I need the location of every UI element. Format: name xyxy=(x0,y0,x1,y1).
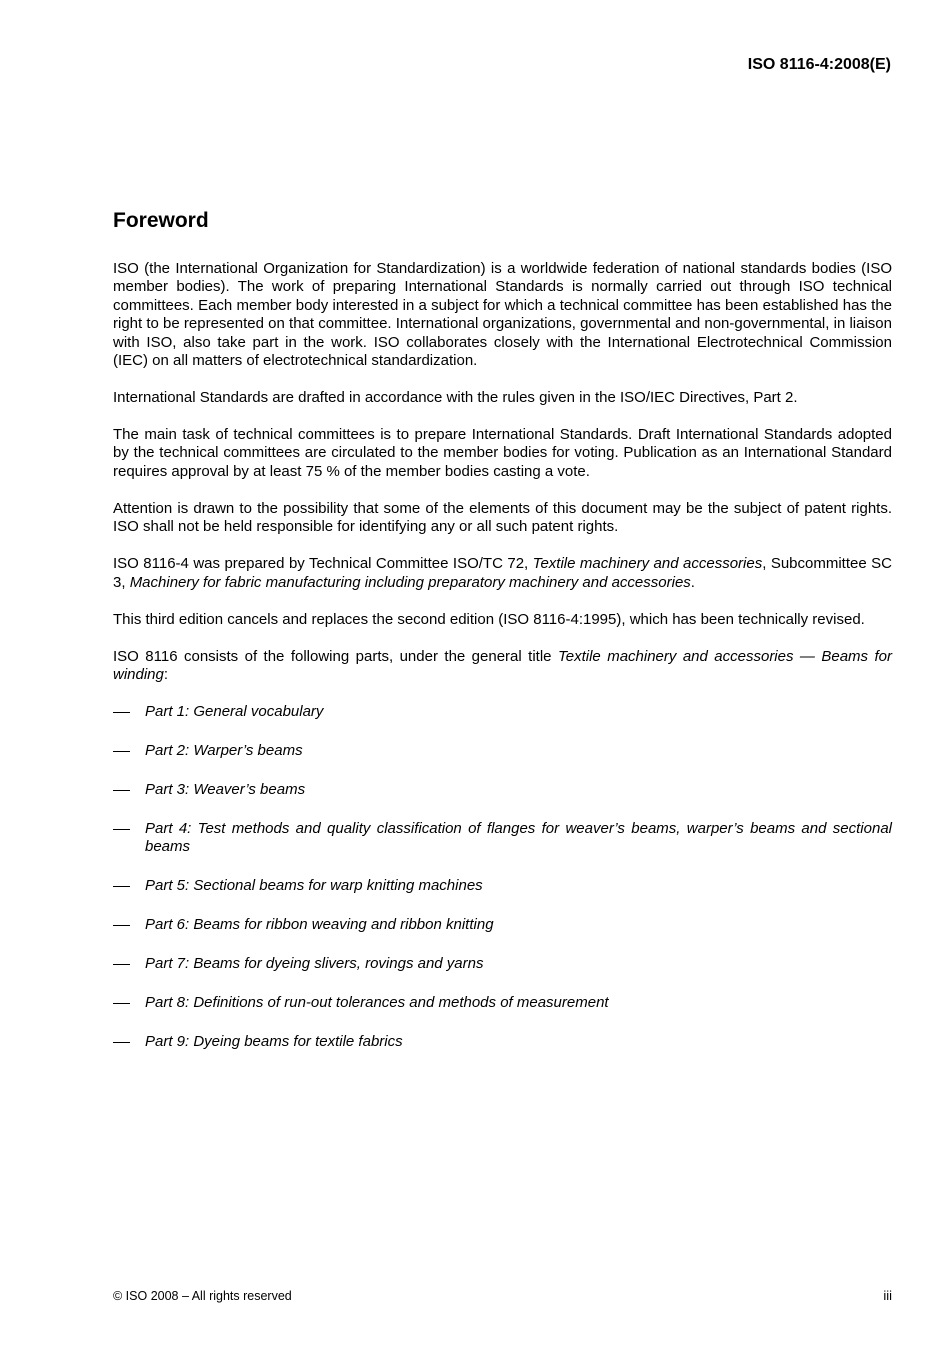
page-title: Foreword xyxy=(113,209,209,232)
paragraph-parts-intro xyxy=(113,648,892,685)
list-item xyxy=(113,1033,892,1051)
foreword-body xyxy=(113,260,892,1072)
committee-title: Textile machinery and accessories xyxy=(532,555,763,573)
paragraph-iso-intro: ISO (the International Organization for Standardization) is a worldwide federation of national standards bodies (ISO member bodies). The work of preparing International Standards is normally carried out through ISO technical committees. Each member body interested in a subject for which a technical committee has been established has the right to be represented on that committee. International organizations, governmental and non-governmental, in liaison with ISO, also take part in the work. ISO collaborates closely with the International Electrotechnical Commission (IEC) on all matters of electrotechnical standardization. xyxy=(113,260,892,370)
part-label: Part 3: Weaver’s beams xyxy=(145,780,306,798)
general-title: Textile machinery and accessories — Beams for winding xyxy=(113,647,892,684)
list-item xyxy=(113,820,892,857)
dash-bullet-icon xyxy=(113,790,130,791)
parts-intro-text: ISO 8116 consists of the following parts, under the general title xyxy=(113,647,558,665)
subcommittee-text: , Subcommittee SC 3, xyxy=(113,555,892,591)
footer-copyright: © ISO 2008 – All rights reserved xyxy=(113,1289,292,1303)
paragraph-edition: This third edition cancels and replaces the second edition (ISO 8116-4:1995), which has been technically revised. xyxy=(113,610,865,628)
paragraph-prepared-by xyxy=(113,555,892,592)
part-label: Part 9: Dyeing beams for textile fabrics xyxy=(145,1032,403,1050)
subcommittee-title: Machinery for fabric manufacturing including preparatory machinery and accessories xyxy=(129,573,691,591)
list-item xyxy=(113,742,892,760)
dash-bullet-icon xyxy=(113,751,130,752)
list-item xyxy=(113,994,892,1012)
dash-bullet-icon xyxy=(113,964,130,965)
dash-bullet-icon xyxy=(113,925,130,926)
list-item xyxy=(113,877,892,895)
paragraph-directives: International Standards are drafted in accordance with the rules given in the ISO/IEC Directives, Part 2. xyxy=(113,389,798,407)
footer-page-number: iii xyxy=(883,1288,892,1303)
part-label: Part 4: Test methods and quality classification of flanges for weaver’s beams, warper’s beams and sectional beams xyxy=(145,819,892,856)
list-item xyxy=(113,955,892,973)
list-item xyxy=(113,781,892,799)
prepared-by-suffix: . xyxy=(690,573,695,591)
dash-bullet-icon xyxy=(113,1042,130,1043)
part-label: Part 5: Sectional beams for warp knitting machines xyxy=(145,877,483,895)
parts-intro-suffix: : xyxy=(163,666,169,684)
part-label: Part 1: General vocabulary xyxy=(145,703,324,721)
dash-bullet-icon xyxy=(113,712,130,713)
part-label: Part 7: Beams for dyeing slivers, rovings and yarns xyxy=(145,954,484,972)
document-id-header: ISO 8116-4:2008(E) xyxy=(747,56,891,73)
dash-bullet-icon xyxy=(113,886,130,887)
part-label: Part 8: Definitions of run-out tolerances and methods of measurement xyxy=(145,993,609,1011)
parts-list xyxy=(113,703,892,1051)
list-item xyxy=(113,916,892,934)
list-item xyxy=(113,703,892,721)
dash-bullet-icon xyxy=(113,829,130,830)
paragraph-committee-task: The main task of technical committees is to prepare International Standards. Draft International Standards adopted by the technical committees are circulated to the member bodies for voting. Publication as an International Standard requires approval by at least 75 % of the member bodies casting a vote. xyxy=(113,426,892,480)
part-label: Part 2: Warper’s beams xyxy=(145,741,303,759)
dash-bullet-icon xyxy=(113,1003,130,1004)
part-label: Part 6: Beams for ribbon weaving and ribbon knitting xyxy=(145,916,494,933)
prepared-by-text: ISO 8116-4 was prepared by Technical Committee ISO/TC 72, xyxy=(113,555,533,573)
paragraph-patent-rights: Attention is drawn to the possibility that some of the elements of this document may be the subject of patent rights. ISO shall not be held responsible for identifying any or all such patent rights. xyxy=(113,499,892,536)
